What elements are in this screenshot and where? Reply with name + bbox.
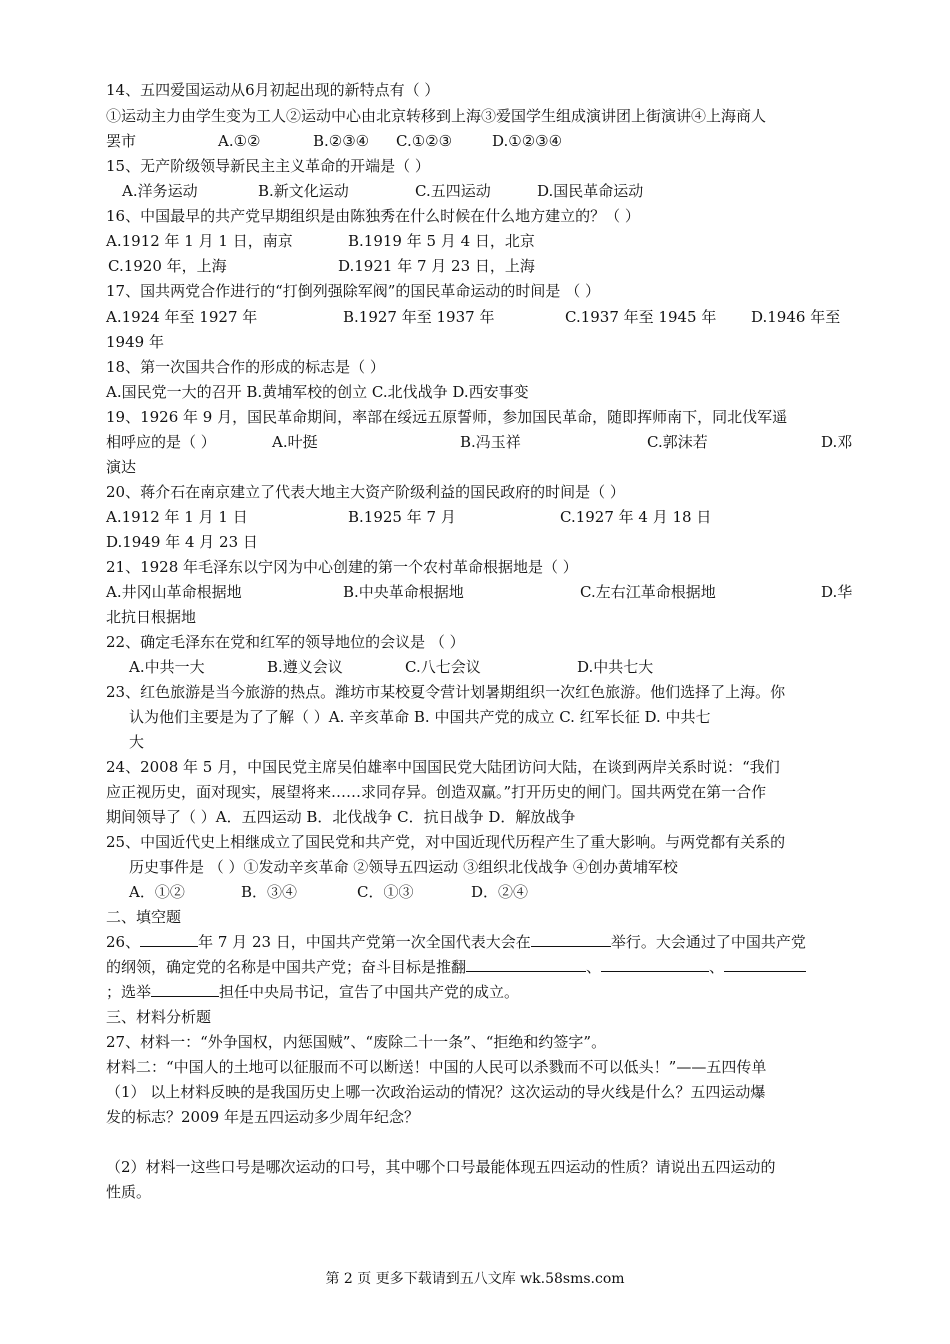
q26-text-h: 担任中央局书记，宣告了中国共产党的成立。 (219, 983, 520, 1001)
q26-blank-target3[interactable] (724, 957, 806, 972)
q19-option-a: A.叶挺 (272, 433, 318, 451)
q25-option-b: B．③④ (241, 883, 298, 901)
q14-option-a: A.①② (218, 132, 261, 150)
q15-option-a: A.洋务运动 (122, 182, 198, 200)
q26-line3 (106, 982, 519, 1002)
q15-option-d: D.国民革命运动 (537, 182, 644, 200)
q26-line1 (106, 932, 806, 952)
q25-option-a: A．①② (129, 883, 185, 901)
q21-option-d: D.华 (821, 583, 853, 601)
q26-blank-place[interactable] (531, 932, 611, 947)
q25-line1: 25、中国近代史上相继成立了国民党和共产党，对中国近现代历程产生了重大影响。与两党都有关系的 (106, 833, 786, 851)
q21-option-a: A.井冈山革命根据地 (106, 583, 242, 601)
q26-text-d: 的纲领，确定党的名称是中国共产党；奋斗目标是推翻 (106, 958, 467, 976)
q26-text-c: 举行。大会通过了中国共产党 (610, 933, 806, 951)
q20-option-a: A.1912 年 1 月 1 日 (106, 508, 248, 526)
q26-blank-target2[interactable] (601, 957, 709, 972)
q14-body: ①运动主力由学生变为工人②运动中心由北京转移到上海③爱国学生组成演讲团上街演讲④上海商人 (106, 107, 767, 125)
q19-body: 相呼应的是（ ） (106, 433, 216, 451)
q16-option-c: C.1920 年，上海 (108, 257, 227, 275)
q19-cont: 演达 (106, 458, 137, 476)
q22-option-a: A.中共一大 (129, 658, 205, 676)
q23-line3: 大 (129, 733, 145, 751)
q15-option-b: B.新文化运动 (258, 182, 349, 200)
q27-part1-line1: （1） 以上材料反映的是我国历史上哪一次政治运动的情况？这次运动的导火线是什么？五四运动爆 (106, 1083, 766, 1101)
q14-option-d: D.①②③④ (492, 132, 563, 150)
q27-part2-line2: 性质。 (106, 1183, 152, 1201)
q24-line2: 应正视历史，面对现实，展望将来……求同存异。创造双赢。”打开历史的闸门。国共两党在第一合作 (106, 783, 767, 801)
q26-text-b: 年 7 月 23 日，中国共产党第一次全国代表大会在 (198, 933, 531, 951)
q17-option-c: C.1937 年至 1945 年 (565, 308, 717, 326)
q16-option-a: A.1912 年 1 月 1 日，南京 (106, 232, 293, 250)
q24-line3: 期间领导了（ ）A．五四运动 B．北伐战争 C．抗日战争 D．解放战争 (106, 808, 576, 826)
q16-option-b: B.1919 年 5 月 4 日，北京 (348, 232, 535, 250)
q26-sep2: 、 (709, 958, 725, 976)
q27-material2: 材料二：“中国人的土地可以征服而不可以断送！中国的人民可以杀戮而不可以低头！”——五四传单 (106, 1058, 767, 1076)
q23-line1: 23、红色旅游是当今旅游的热点。潍坊市某校夏令营计划暑期组织一次红色旅游。他们选择了上海。你 (106, 683, 786, 701)
q14-option-c: C.①②③ (396, 132, 453, 150)
q17-option-a: A.1924 年至 1927 年 (106, 308, 258, 326)
q24-line1: 24、2008 年 5 月，中国民党主席吴伯雄率中国国民党大陆团访问大陆，在谈到两岸关系时说：“我们 (106, 758, 780, 776)
q19-option-d: D.邓 (821, 433, 853, 451)
q21-option-c: C.左右江革命根据地 (580, 583, 716, 601)
q14-option-b: B.②③④ (313, 132, 370, 150)
q20-option-c: C.1927 年 4 月 18 日 (560, 508, 712, 526)
q19-stem: 19、1926 年 9 月，国民革命期间，率部在绥远五原誓师，参加国民革命，随即挥师南下，同北伐军遥 (106, 408, 788, 426)
q14-cont: 罢市 (106, 132, 137, 150)
q27-material1: 27、材料一：“外争国权，内惩国贼”、“废除二十一条”、“拒绝和约签字”。 (106, 1033, 607, 1051)
q15-option-c: C.五四运动 (415, 182, 491, 200)
q17-stem: 17、国共两党合作进行的“打倒列强除军阀”的国民革命运动的时间是 （ ） (106, 282, 600, 300)
q26-blank-secretary[interactable] (151, 982, 219, 997)
q26-number: 26、 (106, 933, 141, 951)
q26-blank-year[interactable] (140, 932, 198, 947)
q20-option-b: B.1925 年 7 月 (348, 508, 456, 526)
q20-option-d: D.1949 年 4 月 23 日 (106, 533, 258, 551)
q26-text-g: ；选举 (106, 983, 152, 1001)
q21-stem: 21、1928 年毛泽东以宁冈为中心创建的第一个农村革命根据地是（ ） (106, 558, 578, 576)
section-fill-heading: 二、填空题 (106, 908, 182, 926)
q22-option-d: D.中共七大 (577, 658, 654, 676)
q19-option-b: B.冯玉祥 (460, 433, 521, 451)
q27-part2-line1: （2）材料一这些口号是哪次运动的口号，其中哪个口号最能体现五四运动的性质？请说出五四运动的 (106, 1158, 776, 1176)
q23-line2: 认为他们主要是为了了解（ ）A. 辛亥革命 B. 中国共产党的成立 C. 红军长征 D. 中共七 (129, 708, 711, 726)
q17-cont: 1949 年 (106, 333, 164, 351)
q18-stem: 18、第一次国共合作的形成的标志是（ ） (106, 358, 385, 376)
q21-cont: 北抗日根据地 (106, 608, 197, 626)
q22-option-b: B.遵义会议 (267, 658, 343, 676)
q21-option-b: B.中央革命根据地 (343, 583, 464, 601)
q25-line2: 历史事件是 （ ）①发动辛亥革命 ②领导五四运动 ③组织北伐战争 ④创办黄埔军校 (129, 858, 678, 876)
q22-stem: 22、确定毛泽东在党和红军的领导地位的会议是 （ ） (106, 633, 465, 651)
q16-stem: 16、中国最早的共产党早期组织是由陈独秀在什么时候在什么地方建立的？（ ） (106, 207, 640, 225)
q17-option-b: B.1927 年至 1937 年 (343, 308, 495, 326)
q19-option-c: C.郭沫若 (647, 433, 708, 451)
page-footer: 第 2 页 更多下载请到五八文库 wk.58sms.com (325, 1271, 625, 1287)
q26-sep1: 、 (586, 958, 602, 976)
q16-option-d: D.1921 年 7 月 23 日，上海 (338, 257, 535, 275)
q20-stem: 20、蒋介石在南京建立了代表大地主大资产阶级利益的国民政府的时间是（ ） (106, 483, 625, 501)
q26-blank-target1[interactable] (466, 957, 586, 972)
q17-option-d: D.1946 年至 (751, 308, 841, 326)
q18-options: A.国民党一大的召开 B.黄埔军校的创立 C.北伐战争 D.西安事变 (106, 383, 529, 401)
q15-stem: 15、无产阶级领导新民主主义革命的开端是（ ） (106, 157, 430, 175)
q25-option-c: C．①③ (357, 883, 414, 901)
q26-line2 (106, 957, 806, 977)
section-analysis-heading: 三、材料分析题 (106, 1008, 212, 1026)
q22-option-c: C.八七会议 (405, 658, 481, 676)
q25-option-d: D．②④ (471, 883, 529, 901)
q27-part1-line2: 发的标志？2009 年是五四运动多少周年纪念？ (106, 1108, 419, 1126)
q14-stem: 14、五四爱国运动从6月初起出现的新特点有（ ） (106, 81, 440, 99)
